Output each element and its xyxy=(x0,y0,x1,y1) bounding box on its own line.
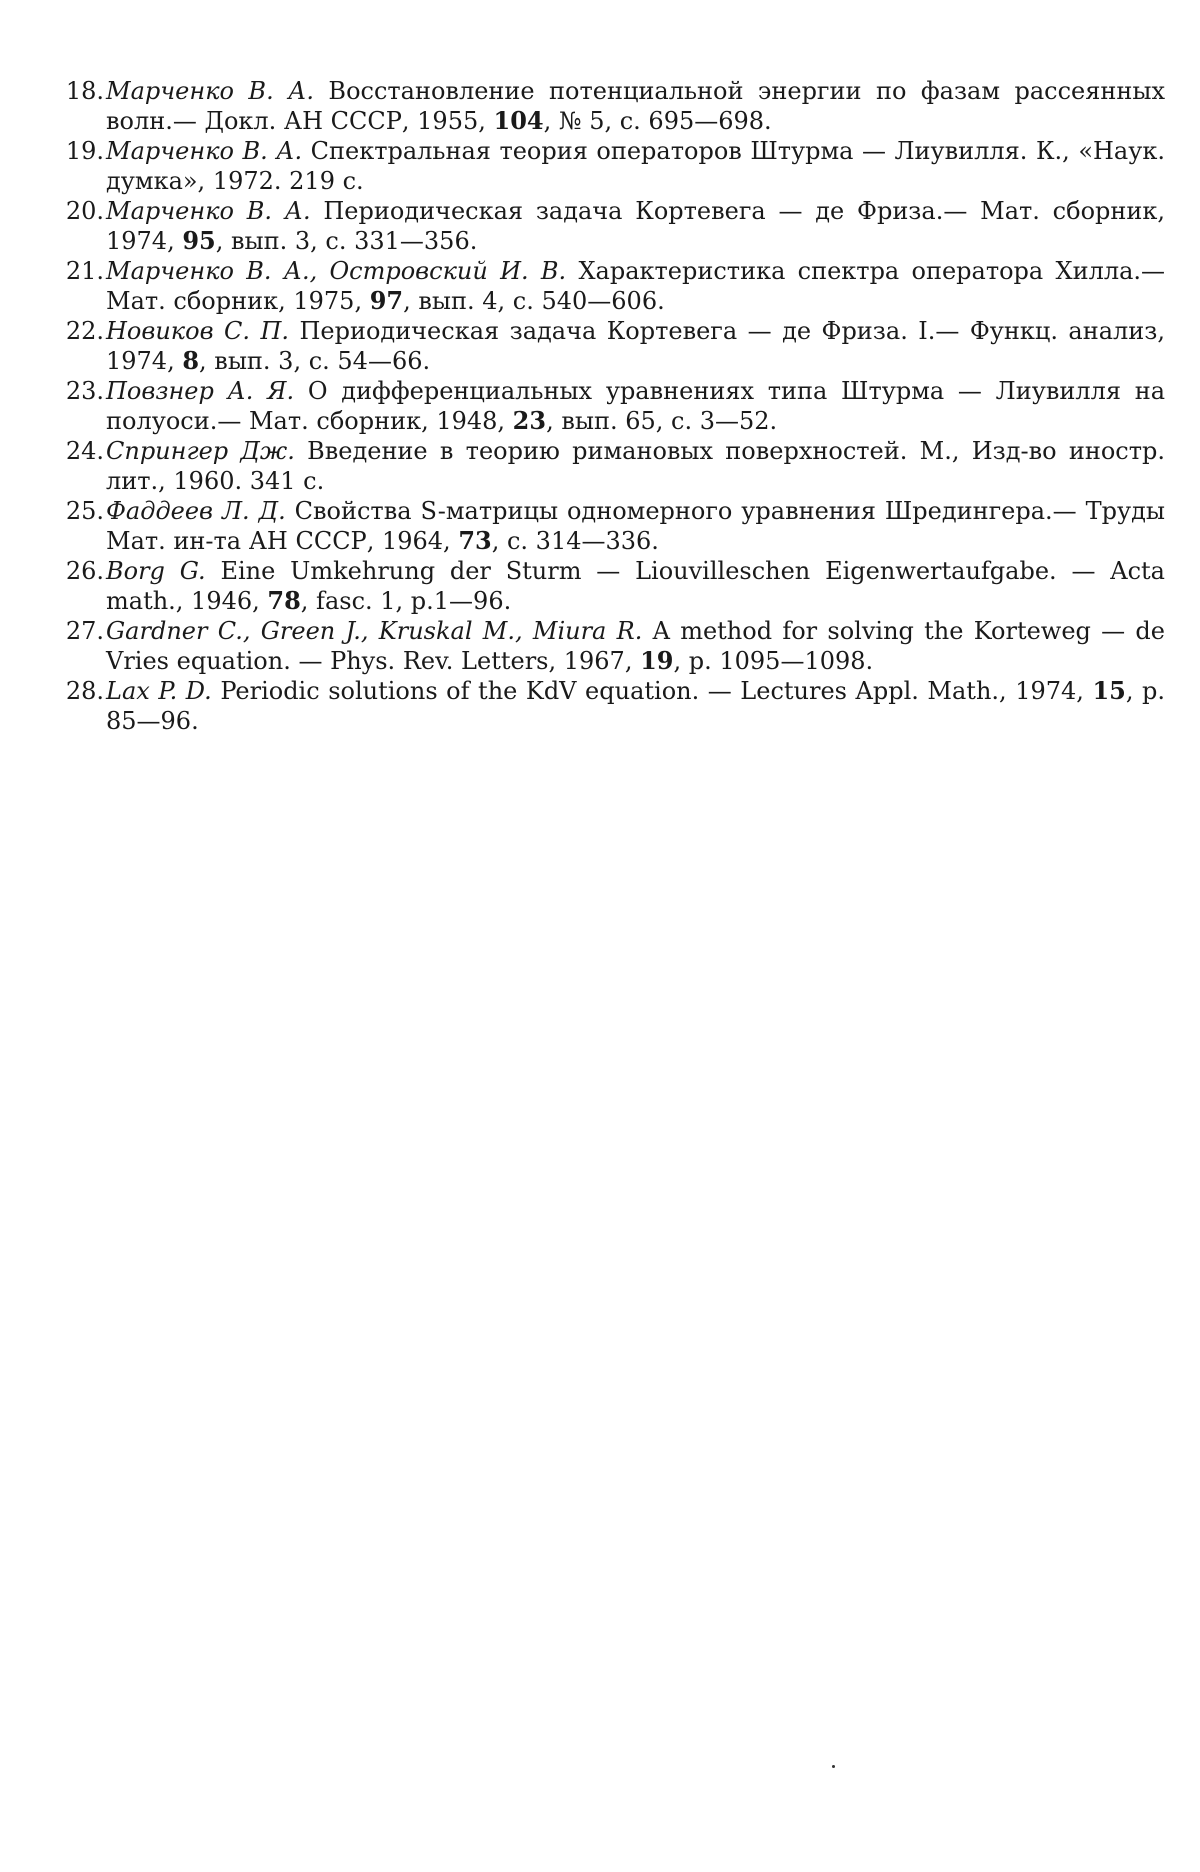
reference-text: Восстановление потенциальной энергии по фазам рассеянных волн.— Докл. АН СССР, 1955, xyxy=(106,77,1166,135)
reference-text-tail: , № 5, с. 695—698. xyxy=(543,107,772,135)
reference-authors: Lax P. D. xyxy=(106,677,212,705)
reference-list xyxy=(40,76,1165,736)
reference-authors: Марченко В. А. xyxy=(106,77,314,105)
reference-number: 27. xyxy=(65,617,104,645)
reference-volume: 15 xyxy=(1092,676,1126,705)
reference-body xyxy=(104,436,1165,496)
reference-text: О дифференциальных уравнениях типа Штурма — Лиувилля на полуоси.— Мат. сборник, 1948, xyxy=(106,377,1166,435)
reference-number: 18. xyxy=(65,77,104,105)
reference-authors: Спрингер Дж. xyxy=(106,437,295,465)
reference-item-25 xyxy=(40,496,1165,556)
reference-body xyxy=(104,76,1165,136)
reference-text-tail: , p. 85—96. xyxy=(106,677,1165,735)
reference-item-20 xyxy=(40,196,1165,256)
reference-number: 19. xyxy=(65,137,104,165)
reference-authors: Марченко В. А. xyxy=(106,197,311,225)
reference-body xyxy=(104,616,1165,676)
reference-volume: 78 xyxy=(267,586,301,615)
scan-speck xyxy=(832,1765,835,1768)
reference-volume: 23 xyxy=(512,406,547,435)
reference-number: 26. xyxy=(65,557,104,585)
reference-text-tail: , fasc. 1, p.1—96. xyxy=(300,587,512,615)
reference-item-19 xyxy=(40,136,1165,196)
reference-volume: 73 xyxy=(458,526,492,555)
reference-body xyxy=(104,376,1165,436)
reference-volume: 19 xyxy=(640,646,674,675)
reference-text-tail: , с. 314—336. xyxy=(491,527,659,555)
reference-body xyxy=(104,136,1165,196)
reference-authors: Новиков С. П. xyxy=(106,317,290,345)
reference-text: A method for solving the Korteweg — de Vries equation. — Phys. Rev. Letters, 1967, xyxy=(106,617,1165,675)
reference-text: Характеристика спектра оператора Хилла.— Мат. сборник, 1975, xyxy=(106,257,1166,315)
reference-number: 28. xyxy=(65,677,104,705)
reference-volume: 95 xyxy=(182,226,216,255)
reference-item-22 xyxy=(40,316,1165,376)
reference-text: Спектральная теория операторов Штурма — Лиувилля. К., «Наук. думка», 1972. 219 с. xyxy=(106,137,1165,195)
reference-body xyxy=(104,496,1165,556)
reference-text-tail: , вып. 3, с. 54—66. xyxy=(199,347,431,375)
reference-number: 23. xyxy=(65,377,104,405)
reference-authors: Gardner C., Green J., Kruskal M., Miura R. xyxy=(106,617,643,645)
reference-text: Eine Umkehrung der Sturm — Liouvilleschen Eigenwertaufgabe. — Acta math., 1946, xyxy=(106,557,1165,615)
reference-authors: Borg G. xyxy=(106,557,206,585)
reference-number: 24. xyxy=(65,437,104,465)
reference-item-24 xyxy=(40,436,1165,496)
reference-text: Введение в теорию римановых поверхностей. М., Изд-во иностр. лит., 1960. 341 с. xyxy=(106,437,1165,495)
reference-text: Периодическая задача Кортевега — де Фриза. I.— Функц. анализ, 1974, xyxy=(106,317,1165,375)
reference-item-18 xyxy=(40,76,1165,136)
reference-text: Periodic solutions of the KdV equation. — Lectures Appl. Math., 1974, xyxy=(211,677,1093,705)
reference-text-tail: , вып. 65, с. 3—52. xyxy=(546,407,778,435)
reference-body xyxy=(104,676,1165,736)
reference-number: 25. xyxy=(65,497,104,525)
reference-authors: Марченко В. А., Островский И. В. xyxy=(106,257,567,285)
reference-item-26 xyxy=(40,556,1165,616)
reference-item-23 xyxy=(40,376,1165,436)
reference-text-tail: , вып. 4, с. 540—606. xyxy=(403,287,665,315)
reference-volume: 104 xyxy=(493,106,544,135)
reference-item-28 xyxy=(40,676,1165,736)
reference-body xyxy=(104,316,1165,376)
reference-volume: 8 xyxy=(182,346,200,375)
reference-text-tail: , вып. 3, с. 331—356. xyxy=(215,227,478,255)
reference-item-27 xyxy=(40,616,1165,676)
reference-authors: Марченко В. А. xyxy=(106,137,303,165)
reference-item-21 xyxy=(40,256,1165,316)
reference-volume: 97 xyxy=(369,286,404,315)
reference-text: Свойства S-матрицы одномерного уравнения Шредингера.— Труды Мат. ин-та АН СССР, 1964, xyxy=(106,497,1165,555)
reference-text: Периодическая задача Кортевега — де Фриза.— Мат. сборник, 1974, xyxy=(106,197,1166,255)
reference-number: 22. xyxy=(65,317,104,345)
reference-body xyxy=(104,196,1165,256)
reference-authors: Фаддеев Л. Д. xyxy=(106,497,286,525)
reference-number: 21. xyxy=(65,257,104,285)
reference-number: 20. xyxy=(65,197,104,225)
reference-authors: Повзнер А. Я. xyxy=(106,377,295,405)
reference-body xyxy=(104,256,1165,316)
reference-text-tail: , p. 1095—1098. xyxy=(673,647,874,675)
reference-body xyxy=(104,556,1165,616)
